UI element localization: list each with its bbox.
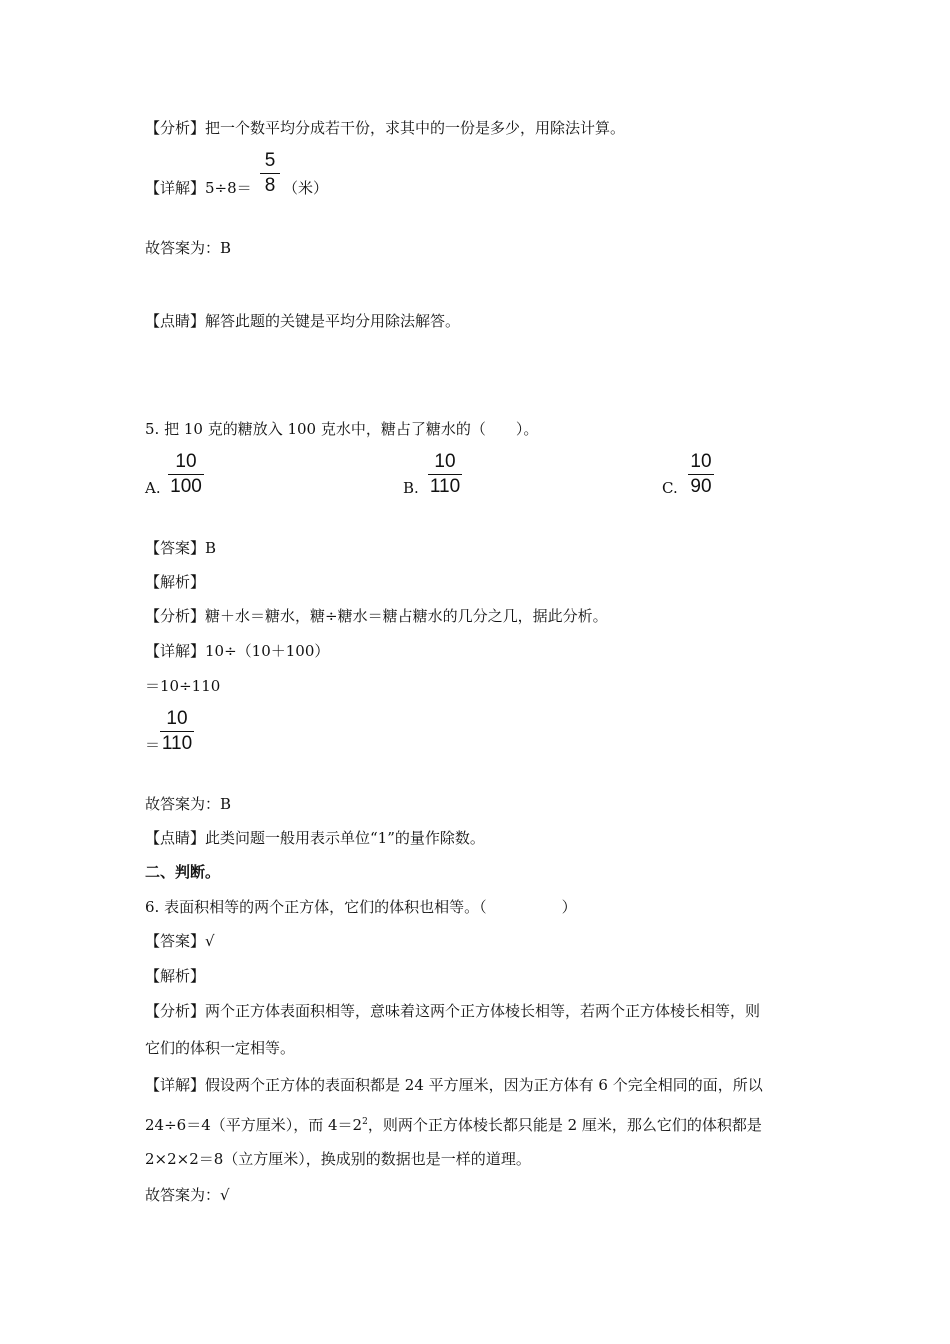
fraction-numerator: 10 [175, 451, 197, 472]
q4-detail-fraction [260, 150, 280, 197]
q5-analysis-heading: 【解析】 [145, 573, 206, 591]
fraction-bar [168, 474, 204, 475]
q5-option-a-fraction [168, 451, 204, 498]
q5-detail-line2: ＝10÷110 [145, 677, 221, 695]
fraction-bar [428, 474, 462, 475]
q5-analysis: 【分析】糖＋水＝糖水，糖÷糖水＝糖占糖水的几分之几，据此分析。 [145, 607, 608, 625]
fraction-numerator: 10 [690, 451, 712, 472]
q5-option-a-label: A. [145, 479, 161, 497]
q6-analysis-line2: 它们的体积一定相等。 [145, 1039, 296, 1057]
q4-answer-line: 故答案为：B [145, 239, 232, 257]
q5-option-b-fraction [428, 451, 462, 498]
q6-detail-line2-end: ，则两个正方体棱长都只能是 2 厘米，那么它们的体积都是 [367, 1116, 762, 1134]
fraction-bar [688, 474, 714, 475]
q5-answer: 【答案】B [145, 539, 217, 557]
section-heading-judgement: 二、判断。 [145, 863, 221, 881]
q6-answer-line: 故答案为：√ [145, 1186, 230, 1204]
q5-detail-fraction [160, 708, 194, 755]
q6-detail-line2-start: 24÷6＝4（平方厘米），而 4＝2 [145, 1116, 363, 1134]
q4-tip: 【点睛】解答此题的关键是平均分用除法解答。 [145, 312, 461, 330]
q5-question: 5. 把 10 克的糖放入 100 克水中，糖占了糖水的（ ）。 [145, 420, 539, 438]
fraction-numerator: 10 [434, 451, 456, 472]
fraction-denominator: 8 [264, 175, 276, 196]
q4-analysis: 【分析】把一个数平均分成若干份，求其中的一份是多少，用除法计算。 [145, 119, 626, 137]
fraction-denominator: 110 [161, 733, 193, 754]
q6-analysis-line1: 【分析】两个正方体表面积相等，意味着这两个正方体棱长相等，若两个正方体棱长相等，则 [145, 1002, 761, 1020]
q5-option-b-label: B. [403, 479, 419, 497]
q6-analysis-heading: 【解析】 [145, 967, 206, 985]
fraction-denominator: 100 [170, 476, 202, 497]
q5-detail-line3-prefix: ＝ [145, 736, 161, 754]
fraction-denominator: 90 [690, 476, 712, 497]
q5-option-c-label: C. [662, 479, 678, 497]
q6-detail-line2 [145, 1112, 762, 1135]
q5-option-c-fraction [688, 451, 714, 498]
q4-detail-suffix: （米） [283, 179, 329, 197]
q6-answer: 【答案】√ [145, 932, 215, 950]
q6-detail-line3: 2×2×2＝8（立方厘米），换成别的数据也是一样的道理。 [145, 1150, 531, 1168]
exponent: 2 [362, 1117, 368, 1127]
fraction-numerator: 10 [166, 708, 188, 729]
q4-detail-prefix: 【详解】5÷8＝ [145, 179, 252, 197]
fraction-denominator: 110 [429, 476, 461, 497]
q5-answer-line: 故答案为：B [145, 795, 232, 813]
q5-detail-line1: 【详解】10÷（10＋100） [145, 642, 330, 660]
q6-detail-line1: 【详解】假设两个正方体的表面积都是 24 平方厘米，因为正方体有 6 个完全相同的面，所以 [145, 1076, 763, 1094]
q5-tip: 【点睛】此类问题一般用表示单位“1”的量作除数。 [145, 829, 485, 847]
fraction-numerator: 5 [264, 150, 276, 171]
q6-question: 6. 表面积相等的两个正方体，它们的体积也相等。（ ） [145, 898, 577, 916]
fraction-bar [260, 173, 280, 174]
fraction-bar [160, 731, 194, 732]
